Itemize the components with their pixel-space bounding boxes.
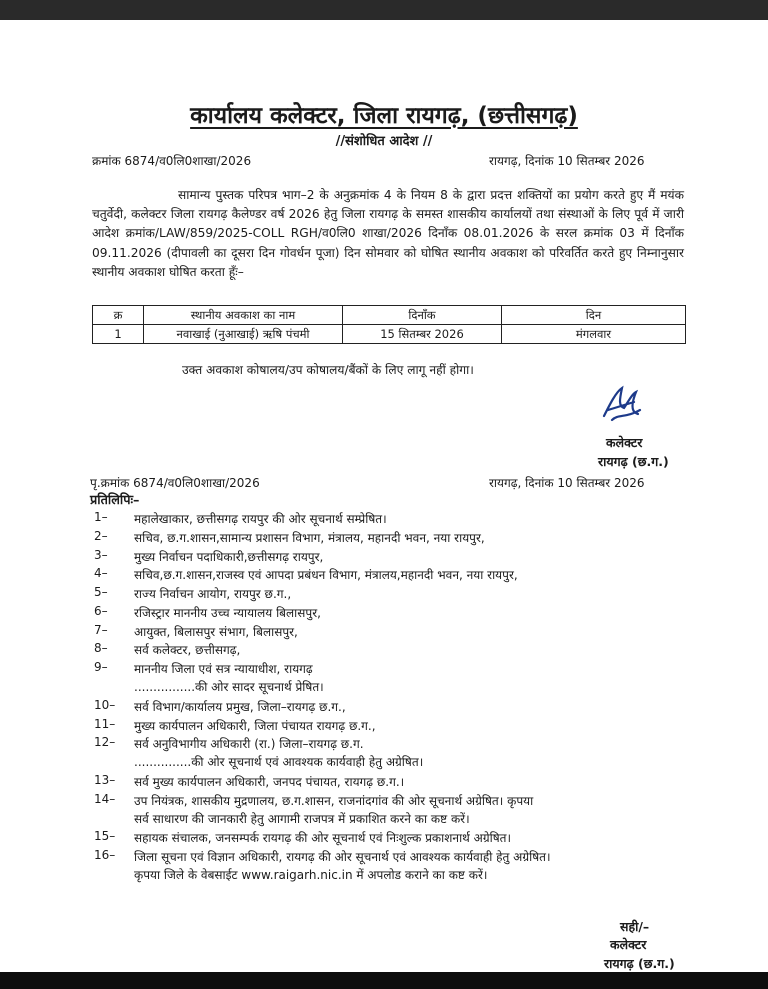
holiday-table-header	[93, 306, 686, 325]
office-title: कार्यालय कलेक्टर, जिला रायगढ़, (छत्तीसगढ़)	[190, 103, 578, 129]
revised-order-heading: //संशोधित आदेश //	[335, 134, 433, 149]
copy-number: 9–	[94, 660, 108, 674]
copy-recipient: सर्व अनुविभागीय अधिकारी (रा.) जिला–रायगढ़ छ.ग.	[134, 737, 364, 751]
copy-recipient: सर्व विभाग/कार्यालय प्रमुख, जिला–रायगढ़ छ.ग.,	[134, 700, 346, 714]
copy-continuation: कृपया जिले के वेबसाईट www.raigarh.nic.in में अपलोड कराने का कष्ट करें।	[134, 868, 488, 882]
order-paragraph: सामान्य पुस्तक परिपत्र भाग–2 के अनुक्रमांक 4 के नियम 8 के द्वारा प्रदत्त शक्तियों का प्रयोग करते हुए मैं मयंक चतुर्वेदी, कलेक्टर जिला रायगढ़ कैलेण्डर वर्ष 2026 हेतु जिला रायगढ़ के समस्त शासकीय कार्यालयों तथा संस्थाओं के लिए पूर्व में जारी आदेश क्रमांक/LAW/859/2025-COLL RGH/व0लि0 शाखा/2026 दिनाँक 08.01.2026 के सरल क्रमांक 03 में दिनाँक 09.11.2026 (दीपावली का दूसरा दिन गोवर्धन पूजा) दिन सोमवार को घोषित स्थानीय अवकाश को परिवर्तित करते हुए निम्नानुसार स्थानीय अवकाश घोषित करता हूँः–	[92, 188, 684, 279]
copy-number: 5–	[94, 585, 108, 599]
copies-heading: प्रतिलिपिः–	[90, 493, 140, 508]
copy-continuation: ...............की ओर सूचनार्थ एवं आवश्यक कार्यवाही हेतु अग्रेषित।	[134, 755, 424, 769]
copy-number: 13–	[94, 773, 116, 787]
col-holiday-name: स्थानीय अवकाश का नाम	[144, 306, 343, 325]
copy-place-date: रायगढ़, दिनांक 10 सितम्बर 2026	[489, 476, 645, 490]
copy-number: 3–	[94, 548, 108, 562]
copy-number: 8–	[94, 641, 108, 655]
bottom-signatory-place: रायगढ़ (छ.ग.)	[604, 956, 675, 971]
copy-recipient: मुख्य कार्यपालन अधिकारी, जिला पंचायत रायगढ़ छ.ग.,	[134, 719, 376, 733]
copy-number: 4–	[94, 566, 108, 580]
true-copy-mark: सही/–	[620, 919, 650, 934]
copy-recipient: सचिव,छ.ग.शासन,राजस्व एवं आपदा प्रबंधन विभाग, मंत्रालय,महानदी भवन, नया रायपुर,	[134, 568, 518, 582]
copy-number: 1–	[94, 510, 108, 524]
copy-recipient: सचिव, छ.ग.शासन,सामान्य प्रशासन विभाग, मंत्रालय, महानदी भवन, नया रायपुर,	[134, 531, 485, 545]
col-date: दिनाँक	[343, 306, 502, 325]
copy-order-number: पृ.क्रमांक 6874/व0लि0शाखा/2026	[90, 476, 260, 490]
order-place-date: रायगढ़, दिनांक 10 सितम्बर 2026	[489, 154, 645, 168]
copy-recipient: उप नियंत्रक, शासकीय मुद्रणालय, छ.ग.शासन, राजनांदगांव की ओर सूचनार्थ अग्रेषित। कृपया	[134, 794, 534, 808]
copy-continuation: ................की ओर सादर सूचनार्थ प्रेषित।	[134, 680, 324, 694]
col-day: दिन	[502, 306, 686, 325]
copy-recipient: सर्व मुख्य कार्यपालन अधिकारी, जनपद पंचायत, रायगढ़ छ.ग.।	[134, 775, 405, 789]
copy-number: 6–	[94, 604, 108, 618]
cell-day: मंगलवार	[502, 325, 686, 344]
copy-number: 10–	[94, 698, 116, 712]
order-number: क्रमांक 6874/व0लि0शाखा/2026	[92, 154, 252, 168]
copy-continuation: सर्व साधारण की जानकारी हेतु आगामी राजपत्र में प्रकाशित करने का कष्ट करें।	[134, 812, 470, 826]
cell-serial: 1	[93, 325, 144, 344]
col-serial: क्र	[93, 306, 144, 325]
table-row	[93, 325, 686, 344]
cell-holiday-name: नवाखाई (नुआखाई) ऋषि पंचमी	[144, 325, 343, 344]
copy-recipient: आयुक्त, बिलासपुर संभाग, बिलासपुर,	[134, 625, 298, 639]
cell-date: 15 सितम्बर 2026	[343, 325, 502, 344]
copy-recipient: माननीय जिला एवं सत्र न्यायाधीश, रायगढ़	[134, 662, 313, 676]
copy-number: 7–	[94, 623, 108, 637]
copy-recipient: मुख्य निर्वाचन पदाधिकारी,छत्तीसगढ़ रायपुर,	[134, 550, 324, 564]
copy-recipient: सहायक संचालक, जनसम्पर्क रायगढ़ की ओर सूचनार्थ एवं निःशुल्क प्रकाशनार्थ अग्रेषित।	[134, 831, 512, 845]
copy-number: 15–	[94, 829, 116, 843]
copy-recipient: सर्व कलेक्टर, छत्तीसगढ़,	[134, 643, 241, 657]
copy-recipient: रजिस्ट्रार माननीय उच्च न्यायालय बिलासपुर,	[134, 606, 321, 620]
copy-number: 11–	[94, 717, 116, 731]
top-dark-bar	[0, 0, 768, 20]
copy-recipient: महालेखाकार, छत्तीसगढ़ रायपुर की ओर सूचनार्थ सम्प्रेषित।	[134, 512, 387, 526]
order-body	[92, 186, 684, 282]
bottom-signatory-title: कलेक्टर	[610, 937, 647, 952]
copy-number: 14–	[94, 792, 116, 806]
copy-recipient: राज्य निर्वाचन आयोग, रायपुर छ.ग.,	[134, 587, 292, 601]
treasury-note: उक्त अवकाश कोषालय/उप कोषालय/बैंकों के लिए लागू नहीं होगा।	[182, 363, 474, 377]
copy-number: 2–	[94, 529, 108, 543]
signature-scribble	[598, 384, 644, 426]
signatory-title: कलेक्टर	[606, 435, 643, 450]
copy-number: 16–	[94, 848, 116, 862]
signatory-place: रायगढ़ (छ.ग.)	[598, 454, 669, 469]
copy-number: 12–	[94, 735, 116, 749]
copy-recipient: जिला सूचना एवं विज्ञान अधिकारी, रायगढ़ की ओर सूचनार्थ एवं आवश्यक कार्यवाही हेतु अग्रेषित।	[134, 850, 551, 864]
bottom-dark-bar	[0, 972, 768, 989]
holiday-table	[92, 305, 686, 344]
